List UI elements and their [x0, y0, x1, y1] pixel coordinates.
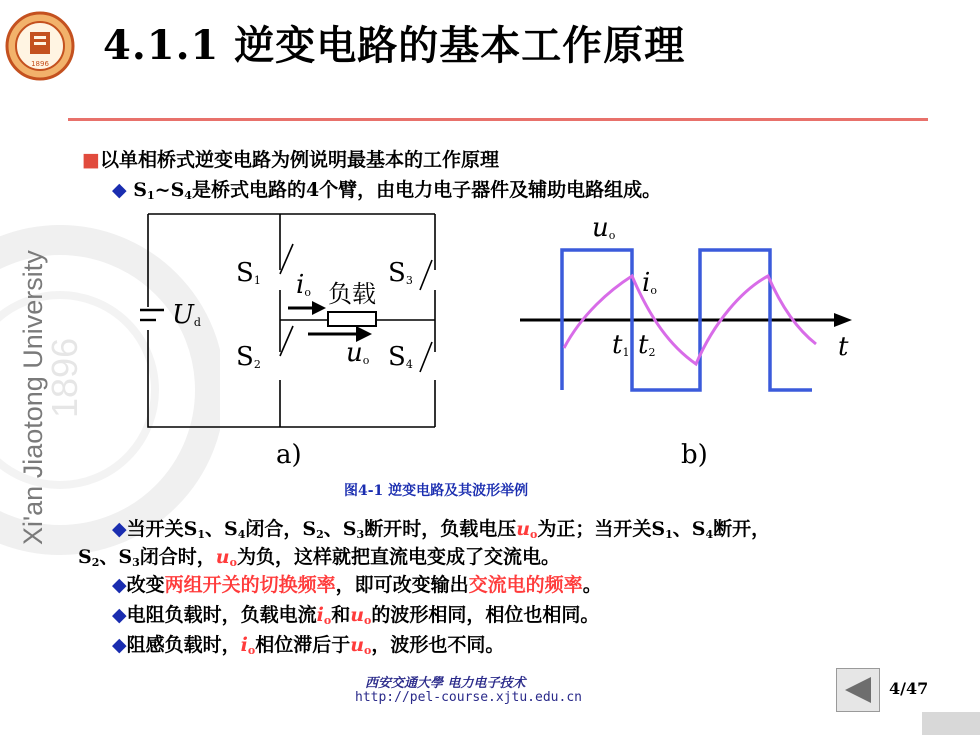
figure-a-label: a)	[276, 440, 302, 470]
switch-s2-label: $S_2$	[236, 342, 261, 372]
switch-s1-label: $S_1$	[236, 258, 261, 288]
watermark-year: 1896	[44, 337, 85, 418]
diamond-bullet-icon: ◆	[112, 179, 127, 201]
switch-s4-label: $S_4$	[388, 342, 413, 372]
ud-label: $U_d$	[172, 300, 201, 330]
io-label: $i_o$	[296, 270, 311, 300]
university-side-text: Xi'an Jiaotong University	[18, 250, 48, 545]
bullet-line-1: ■以单相桥式逆变电路为例说明最基本的工作原理	[82, 149, 499, 171]
university-logo	[4, 10, 76, 82]
footer-url-link[interactable]: http://pel-course.xjtu.edu.cn	[355, 690, 582, 705]
switch-s3-label: $S_3$	[388, 258, 413, 288]
diamond-bullet-icon: ◆	[112, 604, 127, 626]
bullet-line-5: ◆电阻负载时，负载电流$i_o$和$u_o$的波形相同，相位也相同。	[112, 604, 600, 627]
bottom-scroll-bar	[922, 712, 980, 735]
uo-label: $u_o$	[346, 338, 370, 368]
load-label: 负载	[328, 280, 376, 308]
page-number: 4/47	[889, 679, 929, 698]
bullet-line-6: ◆阻感负载时，$i_o$相位滞后于$u_o$，波形也不同。	[112, 634, 505, 657]
wave-io-label: $i_o$	[642, 268, 657, 298]
wave-uo-label: $u_o$	[592, 213, 616, 243]
logo-year: 1896	[31, 60, 49, 68]
bullet-line-3-cont: $S_2$、$S_3$闭合时，$u_o$为负，这样就把直流电变成了交流电。	[78, 546, 560, 569]
footer-course-name: 西安交通大學 电力电子技术	[365, 676, 526, 691]
previous-slide-button[interactable]	[836, 668, 880, 712]
square-bullet-icon: ■	[82, 149, 100, 171]
back-arrow-icon	[837, 669, 879, 711]
waveform-plot	[520, 218, 860, 398]
bullet-line-3: ◆当开关$S_1$、$S_4$闭合，$S_2$、$S_3$断开时，负载电压$u_o$为正；当开关$S_1$、$S_4$断开，	[112, 518, 771, 541]
bullet-line-2: ◆ $S_1\sim S_4$是桥式电路的4个臂，由电力电子器件及辅助电路组成。	[112, 179, 662, 202]
diamond-bullet-icon: ◆	[112, 518, 127, 540]
t1-label: $t_1$	[612, 330, 630, 360]
figure-caption: 图4-1 逆变电路及其波形举例	[344, 483, 529, 499]
diamond-bullet-icon: ◆	[112, 574, 127, 596]
t-axis-label: t	[838, 332, 849, 362]
bullet-line-4: ◆改变两组开关的切换频率，即可改变输出交流电的频率。	[112, 574, 602, 596]
diamond-bullet-icon: ◆	[112, 634, 127, 656]
title-divider	[68, 118, 928, 121]
figure-b-label: b)	[681, 440, 708, 470]
page-title: 4.1.1 逆变电路的基本工作原理	[103, 22, 686, 69]
t2-label: $t_2$	[638, 330, 656, 360]
